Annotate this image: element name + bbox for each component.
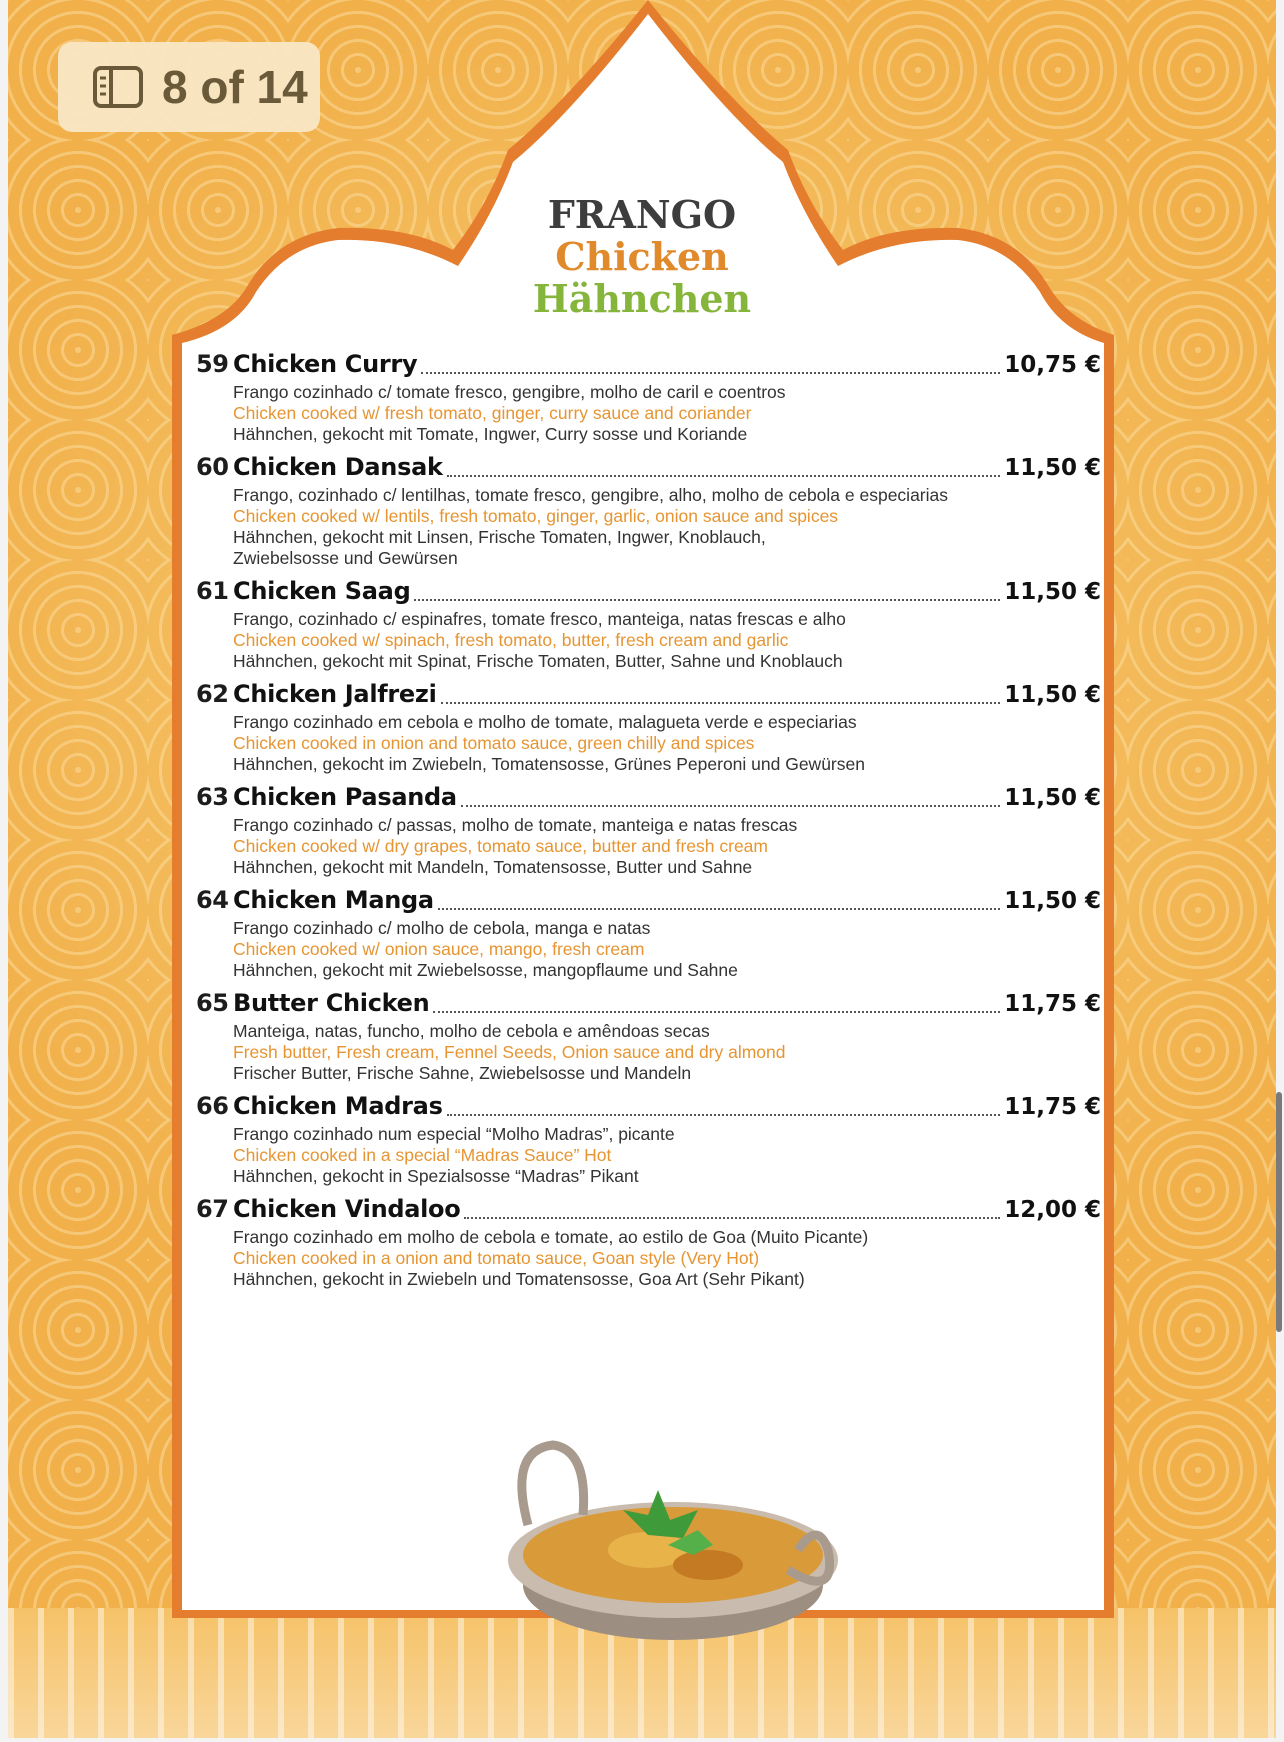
desc-portuguese: Frango cozinhado c/ molho de cebola, manga e natas <box>233 918 651 938</box>
curry-dish-image <box>498 1350 858 1650</box>
desc-portuguese: Manteiga, natas, funcho, molho de cebola e amêndoas secas <box>233 1021 710 1041</box>
desc-english: Chicken cooked w/ dry grapes, tomato sauce, butter and fresh cream <box>233 836 768 856</box>
item-price: 11,50 € <box>1004 785 1101 811</box>
desc-english: Chicken cooked in a special “Madras Sauce” Hot <box>233 1145 612 1165</box>
item-price: 11,50 € <box>1004 455 1101 481</box>
desc-portuguese: Frango, cozinhado c/ lentilhas, tomate fresco, gengibre, alho, molho de cebola e especiarias <box>233 485 949 505</box>
item-name: Chicken Vindaloo <box>233 1195 461 1223</box>
leader-dots <box>441 701 1001 704</box>
item-description <box>233 815 1101 878</box>
menu-item <box>196 453 1101 569</box>
item-description <box>233 1021 1101 1084</box>
menu-item-header <box>196 577 1101 609</box>
menu-item-header <box>196 886 1101 918</box>
item-price: 11,50 € <box>1004 888 1101 914</box>
item-price: 11,50 € <box>1004 682 1101 708</box>
item-description <box>233 382 1101 445</box>
leader-dots <box>421 371 1000 374</box>
menu-item <box>196 680 1101 775</box>
desc-german: Hähnchen, gekocht mit Tomate, Ingwer, Curry sosse und Koriande <box>233 424 748 444</box>
menu-item-header <box>196 453 1101 485</box>
section-heading <box>8 194 1276 320</box>
menu-item <box>196 1195 1101 1290</box>
item-price: 11,75 € <box>1004 1094 1101 1120</box>
item-price: 12,00 € <box>1004 1197 1101 1223</box>
heading-de: Hähnchen <box>532 276 752 321</box>
heading-en: Chicken <box>555 234 729 279</box>
menu-item <box>196 577 1101 672</box>
menu-list <box>196 350 1101 1298</box>
item-name: Chicken Jalfrezi <box>233 680 437 708</box>
menu-item-header <box>196 989 1101 1021</box>
item-price: 10,75 € <box>1004 352 1101 378</box>
item-name: Chicken Madras <box>233 1092 443 1120</box>
item-description <box>233 609 1101 672</box>
desc-english: Chicken cooked w/ spinach, fresh tomato, butter, fresh cream and garlic <box>233 630 789 650</box>
item-name: Chicken Saag <box>233 577 411 605</box>
item-number: 62 <box>196 680 229 708</box>
desc-portuguese: Frango cozinhado num especial “Molho Madras”, picante <box>233 1124 675 1144</box>
leader-dots <box>433 1010 1000 1013</box>
menu-item <box>196 989 1101 1084</box>
page-indicator-text: 8 of 14 <box>162 61 308 113</box>
menu-item-header <box>196 1195 1101 1227</box>
desc-german: Hähnchen, gekocht in Spezialsosse “Madras” Pikant <box>233 1166 639 1186</box>
desc-portuguese: Frango cozinhado c/ passas, molho de tomate, manteiga e natas frescas <box>233 815 798 835</box>
desc-english: Fresh butter, Fresh cream, Fennel Seeds, Onion sauce and dry almond <box>233 1042 786 1062</box>
item-number: 65 <box>196 989 229 1017</box>
desc-english: Chicken cooked in a onion and tomato sauce, Goan style (Very Hot) <box>233 1248 760 1268</box>
desc-english: Chicken cooked w/ fresh tomato, ginger, curry sauce and coriander <box>233 403 752 423</box>
desc-german: Hähnchen, gekocht im Zwiebeln, Tomatensosse, Grünes Peperoni und Gewürsen <box>233 754 865 774</box>
item-number: 67 <box>196 1195 229 1223</box>
menu-page <box>8 0 1276 1738</box>
desc-english: Chicken cooked w/ onion sauce, mango, fresh cream <box>233 939 645 959</box>
leader-dots <box>414 598 1000 601</box>
item-description <box>233 1124 1101 1187</box>
item-name: Chicken Manga <box>233 886 434 914</box>
desc-portuguese: Frango cozinhado c/ tomate fresco, gengibre, molho de caril e coentros <box>233 382 786 402</box>
desc-portuguese: Frango cozinhado em molho de cebola e tomate, ao estilo de Goa (Muito Picante) <box>233 1227 869 1247</box>
leader-dots <box>447 1113 1001 1116</box>
leader-dots <box>464 1216 1000 1219</box>
sidebar-icon <box>92 65 144 109</box>
menu-item-header <box>196 350 1101 382</box>
menu-item <box>196 783 1101 878</box>
desc-german: Frischer Butter, Frische Sahne, Zwiebelsosse und Mandeln <box>233 1063 692 1083</box>
menu-item <box>196 1092 1101 1187</box>
item-name: Chicken Dansak <box>233 453 443 481</box>
heading-pt: FRANGO <box>547 192 737 237</box>
menu-item <box>196 886 1101 981</box>
scrollbar[interactable] <box>1276 1092 1282 1332</box>
desc-german: Hähnchen, gekocht mit Spinat, Frische Tomaten, Butter, Sahne und Knoblauch <box>233 651 843 671</box>
item-number: 60 <box>196 453 229 481</box>
desc-portuguese: Frango cozinhado em cebola e molho de tomate, malagueta verde e especiarias <box>233 712 857 732</box>
item-number: 63 <box>196 783 229 811</box>
item-name: Butter Chicken <box>233 989 430 1017</box>
item-name: Chicken Pasanda <box>233 783 457 811</box>
item-price: 11,50 € <box>1004 579 1101 605</box>
item-name: Chicken Curry <box>233 350 418 378</box>
item-number: 61 <box>196 577 229 605</box>
desc-german: Hähnchen, gekocht mit Mandeln, Tomatensosse, Butter und Sahne <box>233 857 753 877</box>
leader-dots <box>461 804 1000 807</box>
page-indicator[interactable] <box>58 42 320 132</box>
item-description <box>233 485 1101 569</box>
leader-dots <box>447 474 1001 477</box>
menu-item-header <box>196 783 1101 815</box>
desc-german: Hähnchen, gekocht in Zwiebeln und Tomatensosse, Goa Art (Sehr Pikant) <box>233 1269 805 1289</box>
menu-item <box>196 350 1101 445</box>
leader-dots <box>438 907 1000 910</box>
item-number: 64 <box>196 886 229 914</box>
desc-english: Chicken cooked w/ lentils, fresh tomato, ginger, garlic, onion sauce and spices <box>233 506 839 526</box>
item-price: 11,75 € <box>1004 991 1101 1017</box>
item-description <box>233 712 1101 775</box>
item-number: 66 <box>196 1092 229 1120</box>
menu-item-header <box>196 680 1101 712</box>
item-number: 59 <box>196 350 229 378</box>
desc-english: Chicken cooked in onion and tomato sauce, green chilly and spices <box>233 733 755 753</box>
desc-german: Hähnchen, gekocht mit Linsen, Frische Tomaten, Ingwer, Knoblauch, <box>233 527 766 547</box>
desc-german-cont: Zwiebelsosse und Gewürsen <box>233 548 458 568</box>
item-description <box>233 918 1101 981</box>
desc-portuguese: Frango, cozinhado c/ espinafres, tomate fresco, manteiga, natas frescas e alho <box>233 609 846 629</box>
desc-german: Hähnchen, gekocht mit Zwiebelsosse, mangopflaume und Sahne <box>233 960 738 980</box>
menu-item-header <box>196 1092 1101 1124</box>
item-description <box>233 1227 1101 1290</box>
